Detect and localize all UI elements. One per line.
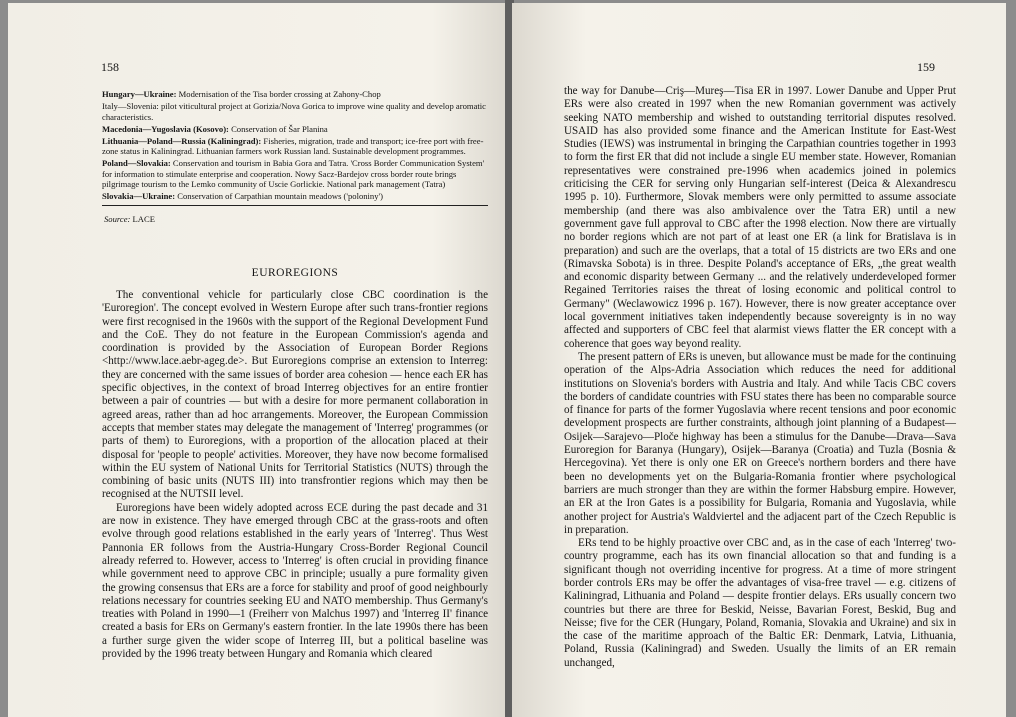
row-text: Modernisation of the Tisa border crossing at Zahony-Chop xyxy=(176,89,381,99)
paragraph: the way for Danube—Criş—Mureş—Tisa ER in 1997. Lower Danube and Upper Prut ERs were also created in 1997 when the new Romanian government was actively seeking NATO membership and wished to outstanding territorial disputes resolved. USAID has also provided some finance and the American Institute for East-West Studies (IEWS) was instrumental in bringing the Carpathian countries together in 1993 to form the first ER that did not include a single EU member state. However, Romanian representatives were constrained pre-1996 when academics joined in polemics criticising the CER for serving only Hungarian self-interest (Deica & Alexandrescu 1995 p. 10). Furthermore, Slovak members were only permitted to assume associate membership (and there was also ambivalence over the Tatra ER) until a new government gave full approval to CBC after the 1998 election. Now there are virtually no border regions which are not part of at least one ER (a link for Bratislava is in preparation) and such are the overlaps, that a total of 15 districts are two ERs and one (Rimavska Sobota) is in three. Despite Poland's acceptance of ERs, „the great wealth and economic disparity between Germany ... and the relatively underdeveloped former Regained Territories raises the threat of losing economic and political control to Germany" (Weclawowicz 1996 p. 167). However, there is now greater acceptance over local government initiatives taken independently because sovereignty is in no way affected and supporters of CBC feel that alarmist views flatter the ER concept with a coherence that goes way beyond reality. xyxy=(564,85,956,350)
row-label: Hungary—Ukraine: xyxy=(102,89,177,99)
page-number: 158 xyxy=(101,60,119,74)
table-row xyxy=(102,124,488,136)
row-label: Macedonia—Yugoslavia (Kosovo): xyxy=(102,123,229,134)
paragraph: ERs tend to be highly proactive over CBC and, as in the case of each 'Interreg' two-country programme, each has its own financial allocation so that and funding is a significant though not overriding incentive for progress. At a time of more stringent border controls ERs may be offer the advantages of visa-free travel — e.g. citizens of Kaliningrad, Lithuania and Poland — despite frontier delays. ERs usually concern two countries but there are three for Beskid, Neisse, Bavarian Forest, Beskid, Bug and Neisse; five for the CER (Hungary, Poland, Romania, Slovakia and Ukraine) and six in the case of the maritime approach of the Baltic ER: Denmark, Latvia, Lithuania, Poland, Russia (Kaliningrad) and Sweden. Usually the limits of an ER remain unchanged, xyxy=(564,537,956,669)
section-heading: EUROREGIONS xyxy=(251,267,339,279)
row-text: Conservation of Šar Planina xyxy=(228,123,328,134)
source-label: Source: xyxy=(104,214,131,224)
paragraph: The present pattern of ERs is uneven, but allowance must be made for the continuing operation of the Alps-Adria Association which reduces the need for additional institutions on Slovenia's borders with Austria and Italy. And while Tacis CBC covers the borders of candidate countries with FSU states there has been no comparable source of finance for parts of the former Yugoslavia where recent tensions and poor economic development prospects are further constraints, although joint planning of a Budapest—Osijek—Sarajevo—Ploče highway has been a stimulus for the Danube—Drava—Sava Euroregion for Baranya (Hungary), Osijek—Baranya (Croatia) and Tuzla (Bosnia & Hercegovina). Yet there is only one ER on Greece's northern borders and there have been no developments yet on the Bulgaria-Romania frontier where psychological barriers are much stronger than they are within the former Habsburg empire. However, an ER at the Iron Gates is a possibility for Bulgaria, Romania and Yugoslavia, while another project for Austria's Waldviertel and the adjacent part of the Czech Republic is in preparation. xyxy=(564,350,957,536)
table-rule xyxy=(102,205,488,206)
left-body-text xyxy=(102,289,488,661)
paragraph: The conventional vehicle for particularly close CBC coordination is the 'Euroregion'. The concept evolved in Western Europe after such trans-frontier regions were first recognised in the 1960s with the support of the Regional Development Fund and the CoE. They do not feature in the European Commission's agenda and coordination is provided by the Association of European Border Regions <http://www.lace.aebr-ageg.de>. But Euroregions comprise an extension to Interreg: they are concerned with the same issues of border area cohesion — hence each ER has specific objectives, in the context of broad Interreg objectives for an entire frontier between a pair of countries — but with a desire for more permanent collaboration in agreed areas, rather than ad hoc arrangements. Moreover, the European Commission accepts that member states may delegate the management of 'Interreg' programmes (or parts of them) to Euroregions, with a proportion of the allocation placed at their disposal for 'people to people' activities. Moreover, they have now become formalised within the EU system of National Units for Territorial Statistics (NUTS) through the combining of basic units (NUTS III) into transfrontier regions which may then be recognised at the NUTSII level. xyxy=(102,289,488,501)
paragraph: Euroregions have been widely adopted across ECE during the past decade and 31 are now in existence. They have emerged through CBC at the grass-roots and often evolve through good relations established in the early years of 'Interreg'. Thus West Pannonia ER follows from the Austria-Hungary Cross-Border Regional Council already referred to. However, access to 'Interreg' is often crucial in providing finance while government need to approve CBC in principle; usually a pure formality given the growing consensus that ERs are a force for stability and proof of good neighbourly relations necessary for countries seeking EU and NATO membership. Thus Germany's treaties with Poland in 1990—1 (Freiherr von Malchus 1997) and 'Interreg II' finance created a basis for ERs on Germany's eastern frontier. In the late 1990s there has been a further surge given the wider scope of Interreg III, but a political baseline was provided by the 1996 treaty between Hungary and Romania which cleared xyxy=(102,501,488,661)
table-row xyxy=(102,89,488,101)
row-label: Poland—Slovakia: xyxy=(102,158,171,168)
table-row xyxy=(102,191,488,203)
row-text: Conservation and tourism in Babia Gora and Tatra. 'Cross Border Communication System' for information to stimulate enterprise and cooperation. Nowy Sacz-Bardejov cross border route brings pilgrimage tourism to the Lemko community of Uscie Gorlickie. National park management (Tatra) xyxy=(102,158,485,189)
table-source xyxy=(102,214,488,225)
cbc-projects-table xyxy=(102,89,488,225)
table-row xyxy=(102,136,488,159)
page-number: 159 xyxy=(917,60,935,74)
row-label: Slovakia—Ukraine: xyxy=(102,191,176,201)
row-text: Conservation of Carpathian mountain meadows ('poloniny') xyxy=(175,191,383,201)
table-row xyxy=(102,101,488,124)
row-label: Lithuania—Poland—Russia (Kaliningrad): xyxy=(102,135,262,146)
right-body-text xyxy=(564,85,956,670)
left-page xyxy=(8,3,507,717)
table-row xyxy=(102,158,488,191)
row-text: Fisheries, migration, trade and transport; ice-free port with free-zone status in Kaliningrad. Lithuanian farmers work Russian land. Sustainable development programmes. xyxy=(102,135,484,156)
row-text: Italy—Slovenia: pilot viticultural project at Gorizia/Nova Gorica to improve wine quality and develop aromatic characteristics. xyxy=(102,101,486,122)
source-value: LACE xyxy=(130,214,155,224)
right-page xyxy=(512,3,1006,717)
